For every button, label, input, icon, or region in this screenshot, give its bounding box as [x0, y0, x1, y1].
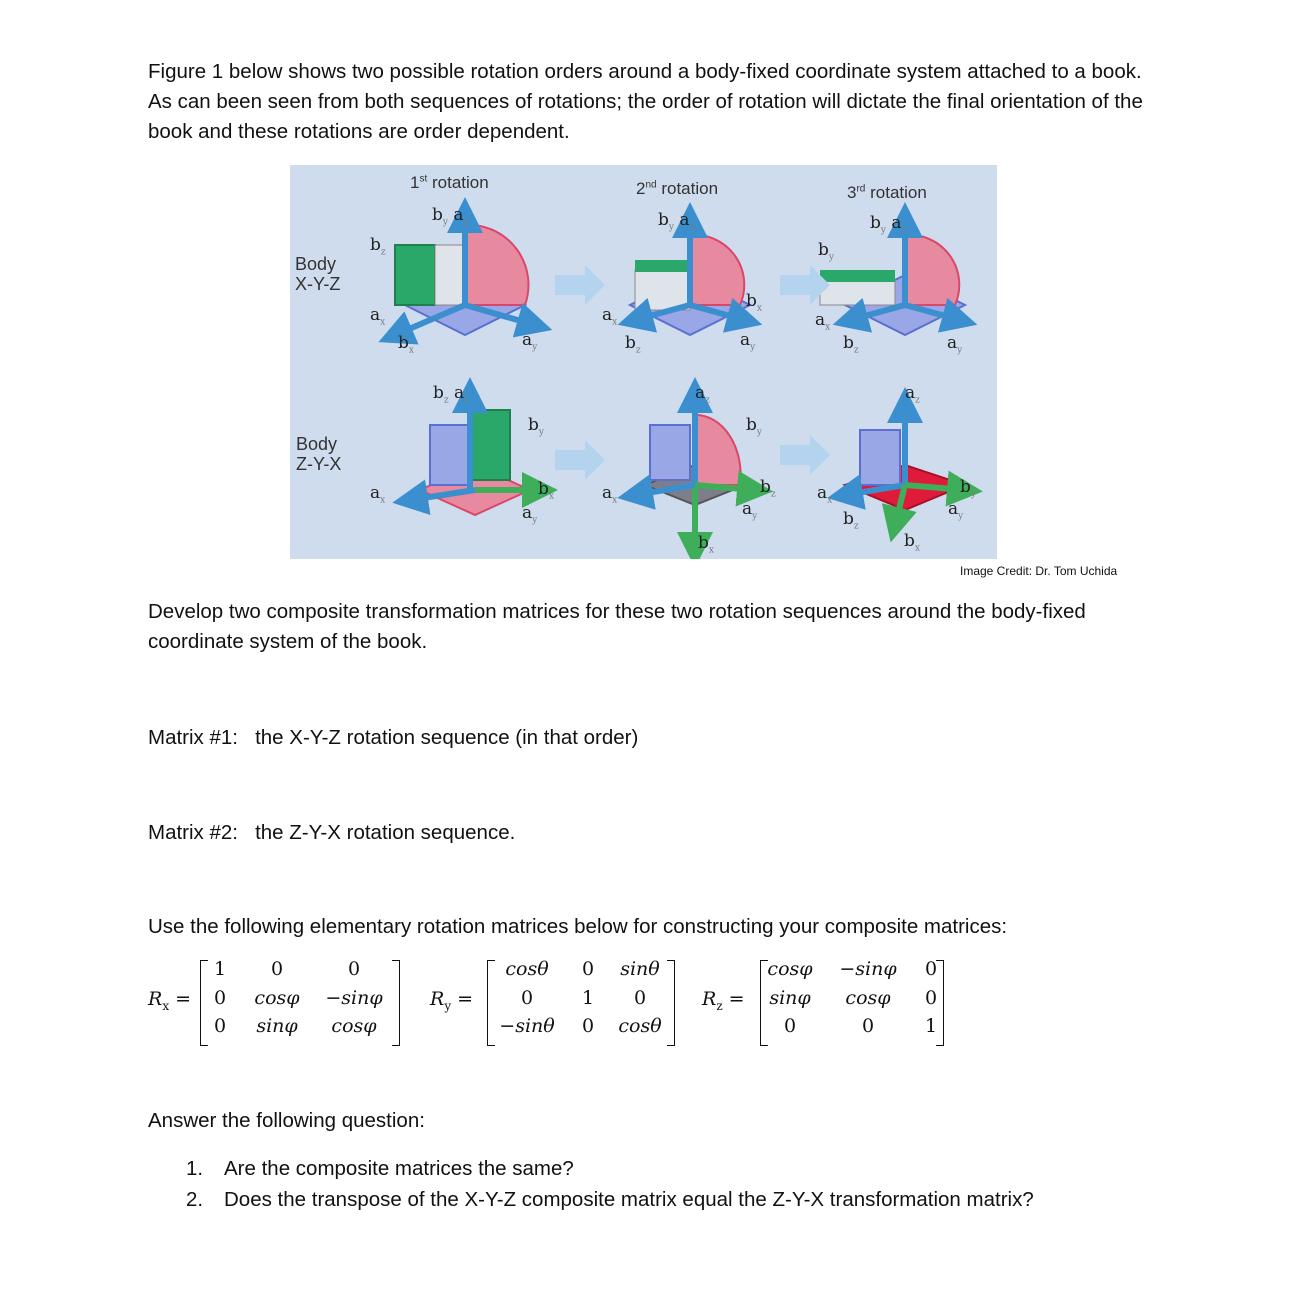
zyx-step-2-book [635, 395, 755, 550]
intro-paragraph: Figure 1 below shows two possible rotation orders around a body-fixed coordinate system attached to a book. As can been seen from both sequences of rotations; the order of rotation will dictate the final orientation of the book and these rotations are order dependent. [148, 60, 1143, 143]
list-item: 2. Does the transpose of the X-Y-Z composite matrix equal the Z-Y-X transformation matrix? [186, 1188, 1034, 1211]
matrix-2-label: Matrix #2: the Z-Y-X rotation sequence. [148, 821, 516, 844]
arrow-row1-a [555, 265, 605, 305]
xyz-step-2-book [630, 220, 750, 335]
zyx-step-1-book [410, 395, 540, 515]
question-paragraph: Develop two composite transformation matrices for these two rotation sequences around the body-fixed coordinate system of the book. [148, 600, 1086, 653]
rotation-label-3: 3rd rotation [847, 183, 927, 202]
ry-name: $R_y$ = [430, 988, 474, 1013]
rotation-label-1: 1st rotation [410, 173, 489, 192]
xyz-step-3-book [820, 220, 965, 335]
matrix-1-label: Matrix #1: the X-Y-Z rotation sequence (in that order) [148, 726, 639, 749]
figure-1-rotation-diagram: 1st rotation 2nd rotation 3rd rotation Body X-Y-Z Body Z-Y-X $b_y$ $a_z$ $b_z$ $a_x$ $b_x$ $a_y$ $b_y$ $a_z$ $a_x$ $b_z$ $b_x$ $a_y$ $b_y$ $a_z$ $b_y$ $a_x$ $b_z$ $a_y$ $b_z$ $a_z$ $b_y$ $a_x$ $b_x$ $a_y$ $a_z$ $b_y$ $a_x$ $b_z$ $a_y$ $b_x$ $a_z$ $a_x$ $b_z$ $b_y$ $a_y$ $b_x$ [290, 165, 997, 559]
rx-matrix: 1 0 0 0 cosφ −sinφ 0 sinφ cosφ [200, 958, 400, 1048]
xyz-step-1-book [395, 215, 535, 335]
arrow-row2-a [555, 440, 605, 480]
list-item: 1. Are the composite matrices the same? [186, 1157, 574, 1180]
row-label-xyz: Body X-Y-Z [295, 254, 341, 294]
rz-matrix: cosφ −sinφ 0 sinφ cosφ 0 0 0 1 [760, 958, 944, 1048]
rotation-label-2: 2nd rotation [636, 179, 719, 198]
answer-heading: Answer the following question: [148, 1109, 425, 1132]
instruction-text: Use the following elementary rotation matrices below for constructing your composite matrices: [148, 915, 1008, 938]
image-credit: Image Credit: Dr. Tom Uchida [960, 564, 1118, 578]
zyx-step-3-book [845, 405, 965, 525]
question-list [186, 1153, 1034, 1215]
rx-name: $R_x$ = [148, 988, 192, 1013]
row-label-zyx: Body Z-Y-X [296, 434, 342, 474]
rz-name: $R_z$ = [702, 988, 745, 1013]
arrow-row2-b [780, 435, 830, 475]
ry-matrix: cosθ 0 sinθ 0 1 0 −sinθ 0 cosθ [487, 958, 675, 1048]
